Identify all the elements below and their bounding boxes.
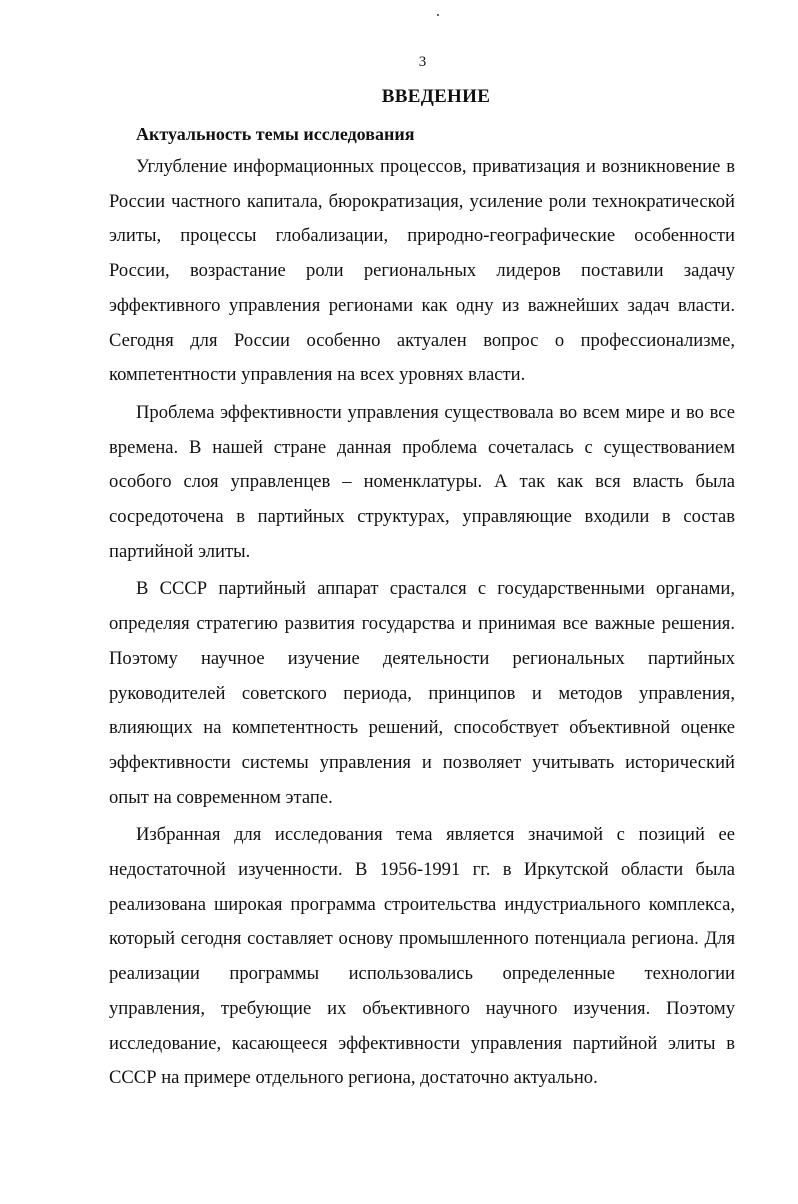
paragraph-3: В СССР партийный аппарат срастался с государственными органами, определяя стратегию развития государства и принимая все важные решения. Поэтому научное изучение деятельности региональных партийных руководителей советского периода, принципов и методов управления, влияющих на компетентность решений, способствует объективной оценке эффективности системы управления и позволяет учитывать исторический опыт на современном этапе.	[109, 578, 735, 808]
paragraph-2: Проблема эффективности управления существовала во всем мире и во все времена. В нашей стране данная проблема сочеталась с существованием особого слоя управленцев – номенклатуры. А так как вся власть была сосредоточена в партийных структурах, управляющие входили в состав партийной элиты.	[109, 401, 735, 562]
section-subheading: Актуальность темы исследования	[136, 124, 415, 144]
body-text	[109, 150, 735, 1099]
paragraph-4: Избранная для исследования тема является значимой с позиций ее недостаточной изученности. В 1956-1991 гг. в Иркутской области была реализована широкая программа строительства индустриального комплекса, который сегодня составляет основу промышленного потенциала региона. Для реализации программы использовались определенные технологии управления, требующие их объективного научного изучения. Поэтому исследование, касающееся эффективности управления партийной элиты в СССР на примере отдельного региона, достаточно актуально.	[109, 824, 735, 1089]
paragraph-1: Углубление информационных процессов, приватизация и возникновение в России частного капитала, бюрократизация, усиление роли технократической элиты, процессы глобализации, природно-географические особенности России, возрастание роли региональных лидеров поставили задачу эффективного управления регионами как одну из важнейших задач власти. Сегодня для России особенно актуален вопрос о профессионализме, компетентности управления на всех уровнях власти.	[109, 156, 735, 386]
scan-speck	[437, 14, 439, 16]
section-heading: ВВЕДЕНИЕ	[381, 86, 491, 107]
page-number: 3	[418, 54, 427, 70]
